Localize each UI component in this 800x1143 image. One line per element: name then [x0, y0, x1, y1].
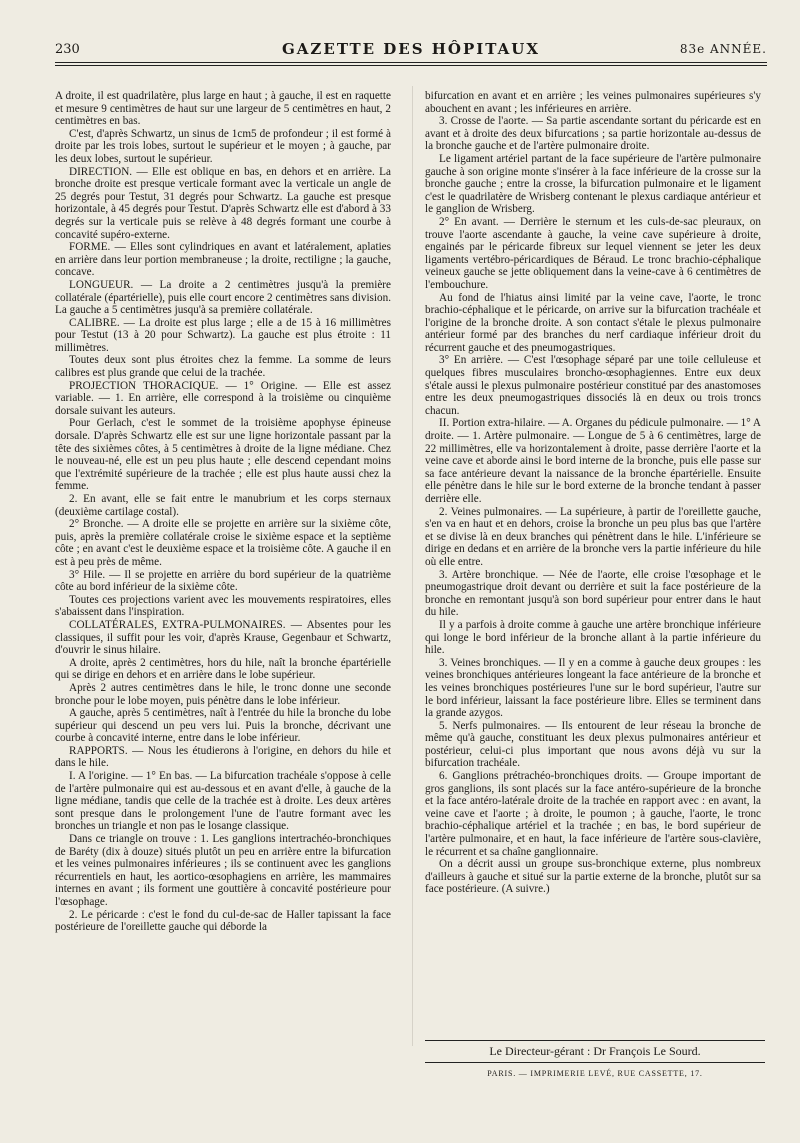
right-column	[425, 90, 761, 896]
paragraph: CALIBRE. — La droite est plus large ; elle a de 15 à 16 millimètres pour Testut (13 à 20 pour Schwartz). La gauche est plus étroite : 11 millimètres.	[55, 316, 391, 354]
paragraph: 3° Hile. — Il se projette en arrière du bord supérieur de la quatrième côte au bord inférieur de la sixième côte.	[55, 568, 391, 594]
paragraph: 2. En avant, elle se fait entre le manubrium et les corps sternaux (deuxième cartilage costal).	[55, 493, 391, 518]
paragraph: 3. Crosse de l'aorte. — Sa partie ascendante sortant du péricarde est en avant et à droite des deux bifurcations ; sa partie horizontale au-dessus de la bronche gauche et de l'artère pulmonaire droite.	[425, 115, 761, 153]
paragraph: Pour Gerlach, c'est le sommet de la troisième apophyse épineuse dorsale. D'après Schwartz elle est sur une ligne horizontale passant par la tête des sixièmes côtes, à 5 centimètres à droite de la ligne médiane. Chez le nouveau-né, elle est un peu plus haute ; elle descend cependant moins que l'extrémité supérieure de la trachée ; elle est plus haute aussi chez la femme.	[55, 417, 391, 493]
paragraph: Toutes deux sont plus étroites chez la femme. La somme de leurs calibres est plus grande que celui de la trachée.	[55, 354, 391, 380]
column-divider	[412, 86, 413, 1046]
director-signature: Le Directeur-gérant : Dr François Le Sourd.	[489, 1044, 701, 1058]
paragraph: 2° En avant. — Derrière le sternum et les culs-de-sac pleuraux, on trouve l'aorte ascendante à gauche, la veine cave supérieure à droite, engainés par le péricarde fibreux sur lequel viennent se jeter les deux ligaments vertébro-péricardiques de Béraud. Le tronc brachio-céphalique veineux gauche se jette obliquement dans la veine-cave à 6 centimètres de l'embouchure.	[425, 215, 761, 291]
paragraph: Toutes ces projections varient avec les mouvements respiratoires, elles s'abaissent dans l'inspiration.	[55, 593, 391, 619]
paragraph: FORME. — Elles sont cylindriques en avant et latéralement, aplaties en arrière dans leur portion membraneuse ; la droite, rectiligne ; la gauche, concave.	[55, 241, 391, 279]
paragraph: C'est, d'après Schwartz, un sinus de 1cm5 de profondeur ; il est formé à droite par les trois lobes, surtout le supérieur et le moyen ; à gauche, par les deux lobes, surtout le supérieur.	[55, 127, 391, 165]
paragraph: PROJECTION THORACIQUE. — 1° Origine. — Elle est assez variable. — 1. En arrière, elle correspond à la troisième ou cinquième dorsale suivant les auteurs.	[55, 379, 391, 417]
paragraph: A droite, il est quadrilatère, plus large en haut ; à gauche, il est en raquette et mesure 9 centimètres de haut sur une largeur de 5 centimètres en haut, 2 centimètres en bas.	[55, 90, 391, 128]
page-header	[55, 36, 767, 58]
page-footer	[425, 1040, 765, 1078]
paragraph: 2° Bronche. — A droite elle se projette en arrière sur la sixième côte, puis, après la première collatérale croise le sixième espace et la septième côte ; en avant c'est le deuxième espace et la troisième côte. A gauche il en est à peu près de même.	[55, 518, 391, 568]
paragraph: A gauche, après 5 centimètres, naît à l'entrée du hile la bronche du lobe supérieur qui descend un peu vers lui. Puis la bronche, décrivant une courbe à concavité interne, entre dans le lobe inférieur.	[55, 707, 391, 745]
paragraph: 3° En arrière. — C'est l'œsophage séparé par une toile celluleuse et quelques fibres musculaires broncho-œsophagiennes. Entre eux deux s'étale aussi le plexus pulmonaire postérieur constitué par des anastomoses entre les deux pneumogastriques dissociés là en deux ou trois troncs chacun.	[425, 354, 761, 417]
paragraph: A droite, après 2 centimètres, hors du hile, naît la bronche épartérielle qui se dirige en dehors et en arrière dans le lobe supérieur.	[55, 656, 391, 682]
paragraph: bifurcation en avant et en arrière ; les veines pulmonaires supérieures s'y abouchent en avant ; les inférieures en arrière.	[425, 90, 761, 115]
paragraph: On a décrit aussi un groupe sus-bronchique externe, plus nombreux d'ailleurs à gauche et situé sur la partie externe de la bronche, plutôt sur sa face postérieure. (A suivre.)	[425, 858, 761, 896]
paragraph: Le ligament artériel partant de la face supérieure de l'artère pulmonaire gauche à son origine monte s'insérer à la face inférieure de la crosse sur la bronche gauche ; entre la crosse, la bifurcation pulmonaire et le ligament c'est le quadrilatère de Wrisberg contenant le plexus cardiaque antérieur et le ganglion de Wrisberg.	[425, 152, 761, 216]
paragraph: 6. Ganglions prétrachéo-bronchiques droits. — Groupe important de gros ganglions, ils sont placés sur la face antéro-supérieure de la bronche et la face antéro-latérale droite de la trachée en rapport avec : en avant, la veine cave et l'aorte ; à droite, le poumon ; à gauche, l'aorte, le tronc brachio-céphalique artériel et la trachée ; en bas, le bord supérieur de l'artère pulmonaire, et en haut, la face inférieure de l'artère sous-clavière, le récurrent et sa chaîne ganglionnaire.	[425, 770, 761, 858]
paragraph: COLLATÉRALES, EXTRA-PULMONAIRES. — Absentes pour les classiques, il suffit pour les voir, d'après Krause, Gegenbaur et Schwartz, d'ouvrir le sinus hilaire.	[55, 618, 391, 657]
paragraph: 3. Veines bronchiques. — Il y en a comme à gauche deux groupes : les veines bronchiques antérieures longeant la face antérieure de la bronche et les veines bronchiques postérieures l'une sur le bord supérieur, l'autre sur le bord inférieur, laissant la face postérieure libre. Elles se terminent dans la grande azygos.	[425, 656, 761, 720]
paragraph: 5. Nerfs pulmonaires. — Ils entourent de leur réseau la bronche de même qu'à gauche, constituant les deux plexus pulmonaires antérieur et postérieur, celui-ci plus important que nous avons déjà vu sur la bifurcation trachéale.	[425, 719, 761, 770]
year-label: 83e ANNÉE.	[679, 42, 767, 56]
paragraph: DIRECTION. — Elle est oblique en bas, en dehors et en arrière. La bronche droite est presque verticale formant avec la verticale un angle de 25 degrés pour Testut, 31 degrés pour Schwartz. La gauche est presque horizontale, à 45 degrés pour Testut. D'après Schwartz elle est d'abord à 33 degrés sur la verticale puis se relève à 48 degrés formant une courbe à concavité supéro-externe.	[55, 165, 391, 241]
paragraph: II. Portion extra-hilaire. — A. Organes du pédicule pulmonaire. — 1° A droite. — 1. Artère pulmonaire. — Longue de 5 à 6 centimètres, large de 22 millimètres, elle va horizontalement à droite, passe derrière l'aorte et la veine cave et aborde ainsi le bord interne de la bronche, puis elle passe sur sa face antérieure devant la naissance de la bronche épartérielle. Ensuite elle pénètre dans le hile sur le bord externe de la bronche tendant à passer derrière elle.	[425, 417, 761, 505]
journal-title: GAZETTE DES HÔPITAUX	[281, 40, 540, 58]
paragraph: LONGUEUR. — La droite a 2 centimètres jusqu'à la première collatérale (épartérielle), puis elle court encore 2 centimètres sans division. La gauche a 5 centimètres jusqu'à sa première collatérale.	[55, 278, 391, 317]
paragraph: Il y a parfois à droite comme à gauche une artère bronchique inférieure qui longe le bord inférieur de la bronche allant à la partie inférieure du hile.	[425, 618, 761, 657]
paragraph: 2. Le péricarde : c'est le fond du cul-de-sac de Haller tapissant la face postérieure de l'oreillette gauche qui déborde la	[55, 908, 391, 934]
paragraph: Après 2 autres centimètres dans le hile, le tronc donne une seconde bronche pour le lobe moyen, puis pénètre dans le lobe inférieur.	[55, 681, 391, 707]
header-rule-top	[55, 62, 767, 63]
paragraph: Au fond de l'hiatus ainsi limité par la veine cave, l'aorte, le tronc brachio-céphalique et le péricarde, on arrive sur la bifurcation trachéale et l'origine de la bronche droite. A son contact s'étale le plexus pulmonaire antérieur formé par des branches du nerf cardiaque inférieur droit du récurrent gauche et des pneumogastriques.	[425, 291, 761, 354]
printer-imprint: PARIS. — IMPRIMERIE LEVÉ, RUE CASSETTE, 17.	[487, 1069, 703, 1078]
paragraph: RAPPORTS. — Nous les étudierons à l'origine, en dehors du hile et dans le hile.	[55, 744, 391, 770]
left-column	[55, 90, 391, 934]
paragraph: Dans ce triangle on trouve : 1. Les ganglions intertrachéo-bronchiques de Baréty (dix à douze) situés plutôt un peu en arrière entre la bifurcation et les veines pulmonaires inférieures ; ils se continuent avec les ganglions récurrentiels en haut, les aortico-œsophagiens en arrière, les mammaires internes en avant ; ils forment une gouttière à concavité postérieure pour l'œsophage.	[55, 833, 391, 908]
paragraph: 3. Artère bronchique. — Née de l'aorte, elle croise l'œsophage et le pneumogastrique droit devant ou derrière et suit la face postérieure de la bronche en remontant jusqu'à son bord supérieur pour entrer dans le haut du hile.	[425, 568, 761, 619]
paragraph: 2. Veines pulmonaires. — La supérieure, à partir de l'oreillette gauche, s'en va en haut et en dehors, croise la bronche un peu plus bas que l'artère et se divise là en deux branches qui pénètrent dans le hile. L'inférieure se dirige en dedans et en arrière de la bronche vers la partie inférieure du hile où elle entre.	[425, 505, 761, 568]
page-number: 230	[55, 42, 80, 57]
header-rule-bottom	[55, 65, 767, 66]
paragraph: I. A l'origine. — 1° En bas. — La bifurcation trachéale s'oppose à celle de l'artère pulmonaire qui est au-dessous et en avant d'elle, à gauche de la ligne médiane, tandis que celle de la trachée est à droite. Les deux artères sont presque dans le prolongement l'une de l'autre formant avec les bronches un triangle et non pas le losange classique.	[55, 770, 391, 833]
